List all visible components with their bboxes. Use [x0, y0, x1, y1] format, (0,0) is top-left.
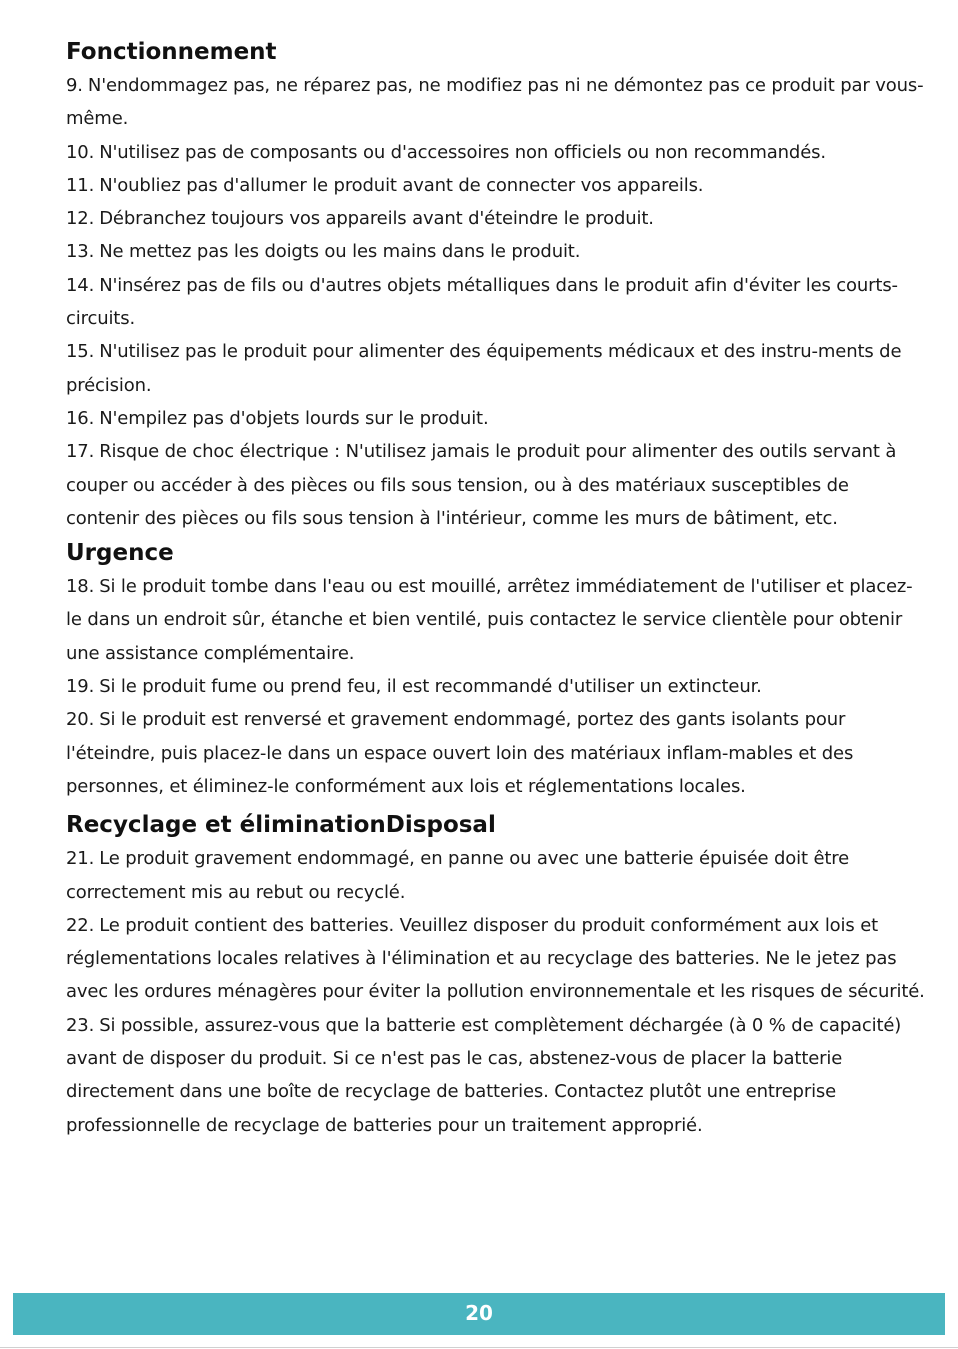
item-number: 23. [66, 1014, 95, 1036]
list-item [66, 570, 926, 670]
item-number: 17. [66, 441, 95, 463]
item-text: Si le produit tombe dans l'eau ou est mouillé, arrêtez immédiatement de l'utiliser et placez-le dans un endroit sûr, étanche et bien ventilé, puis contactez le service clientèle pour obtenir une assistance complémentaire. [66, 576, 913, 664]
item-number: 10. [66, 141, 95, 163]
item-number: 16. [66, 407, 95, 429]
item-number: 11. [66, 174, 95, 196]
item-text: Risque de choc électrique : N'utilisez jamais le produit pour alimenter des outils servant à couper ou accéder à des pièces ou fils sous tension, ou à des matériaux susceptibles de contenir des pièces ou fils sous tension à l'intérieur, comme les murs de bâtiment, etc. [66, 441, 897, 529]
list-item [66, 136, 926, 169]
item-number: 21. [66, 848, 95, 870]
list-item [66, 202, 926, 235]
item-text: Le produit gravement endommagé, en panne ou avec une batterie épuisée doit être correctement mis au rebut ou recyclé. [66, 848, 850, 903]
item-number: 19. [66, 676, 95, 698]
item-text: Ne mettez pas les doigts ou les mains dans le produit. [99, 241, 581, 263]
item-number: 14. [66, 274, 95, 296]
list-item [66, 1009, 926, 1142]
bottom-divider [0, 1347, 958, 1348]
item-text: N'empilez pas d'objets lourds sur le produit. [99, 407, 489, 429]
footer-bar [13, 1293, 945, 1335]
list-item [66, 909, 926, 1009]
list-item [66, 335, 926, 402]
item-text: Le produit contient des batteries. Veuillez disposer du produit conformément aux lois et réglementations locales relatives à l'élimination et au recyclage des batteries. Ne le jetez pas avec les ordures ménagères pour éviter la pollution environnementale et les risques de sécurité. [66, 914, 925, 1003]
section-title-recyclage: Recyclage et éliminationDisposal [66, 812, 496, 839]
item-number: 20. [66, 709, 95, 731]
item-text: Débranchez toujours vos appareils avant d'éteindre le produit. [99, 208, 654, 230]
list-item [66, 670, 926, 703]
item-text: N'endommagez pas, ne réparez pas, ne modifiez pas ni ne démontez pas ce produit par vous-même. [66, 75, 924, 130]
item-number: 12. [66, 208, 95, 230]
list-item [66, 842, 926, 909]
item-number: 15. [66, 341, 95, 363]
item-text: N'utilisez pas le produit pour alimenter des équipements médicaux et des instru-ments de précision. [66, 341, 902, 396]
item-number: 13. [66, 241, 95, 263]
list-item [66, 269, 926, 336]
item-text: Si le produit est renversé et gravement endommagé, portez des gants isolants pour l'éteindre, puis placez-le dans un espace ouvert loin des matériaux inflam-mables et des personnes, et éliminez-le conformément aux lois et réglementations locales. [66, 709, 854, 797]
section-title-urgence: Urgence [66, 540, 174, 567]
list-item [66, 169, 926, 202]
page-content [66, 36, 926, 1142]
item-text: N'insérez pas de fils ou d'autres objets métalliques dans le produit afin d'éviter les courts-circuits. [66, 274, 898, 330]
item-number: 18. [66, 576, 95, 598]
item-number: 9. [66, 75, 83, 96]
page-number: 20 [465, 1301, 493, 1325]
list-item [66, 703, 926, 803]
item-text: Si le produit fume ou prend feu, il est recommandé d'utiliser un extincteur. [99, 676, 762, 698]
list-item [66, 69, 926, 136]
item-text: Si possible, assurez-vous que la batterie est complètement déchargée (à 0 % de capacité) avant de disposer du produit. Si ce n'est pas le cas, abstenez-vous de placer la batterie directement dans une boîte de recyclage de batteries. Contactez plutôt une entreprise professionnelle de recyclage de batteries pour un traitement approprié. [66, 1014, 902, 1136]
list-item [66, 235, 926, 268]
section-title-fonctionnement: Fonctionnement [66, 39, 277, 65]
item-text: N'utilisez pas de composants ou d'accessoires non officiels ou non recommandés. [99, 141, 826, 163]
item-number: 22. [66, 914, 95, 936]
item-text: N'oubliez pas d'allumer le produit avant de connecter vos appareils. [99, 174, 704, 196]
list-item [66, 435, 926, 535]
list-item [66, 402, 926, 435]
